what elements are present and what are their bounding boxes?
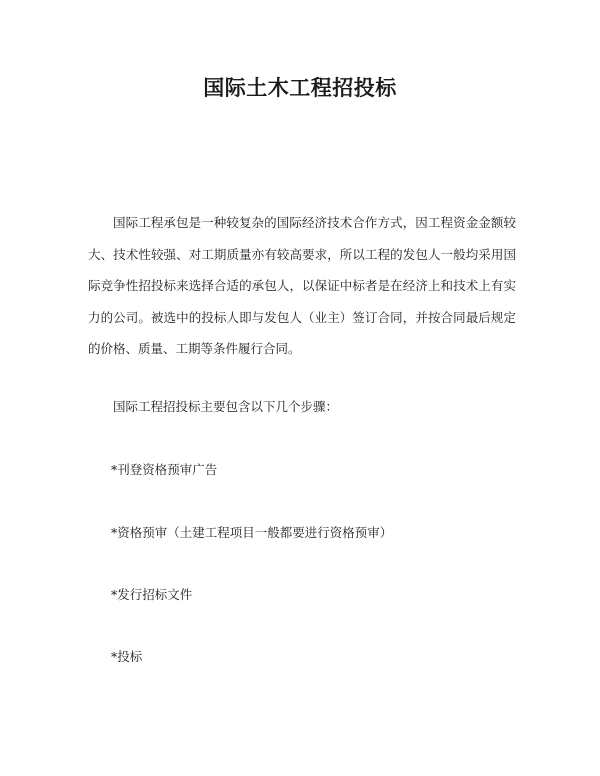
steps-intro: 国际工程招投标主要包含以下几个步骤： xyxy=(113,399,339,414)
step-item: *资格预审（土建工程项目一般都要进行资格预审） xyxy=(111,525,393,540)
step-item: *发行招标文件 xyxy=(111,587,193,602)
document-title: 国际土木工程招投标 xyxy=(203,76,397,100)
body-paragraph: 国际工程承包是一种较复杂的国际经济技术合作方式，因工程资金金额较大、技术性较强、对工期质量亦有较高要求，所以工程的发包人一般均采用国际竞争性招投标来选择合适的承包人，以保证中标者是在经济上和技术上有实力的公司。被选中的投标人即与发包人（业主）签订合同，并按合同最后规定的价格、质量、工期等条件履行合同。 xyxy=(88,215,516,356)
step-item: *投标 xyxy=(111,649,143,664)
step-item: *刊登资格预审广告 xyxy=(111,462,218,477)
